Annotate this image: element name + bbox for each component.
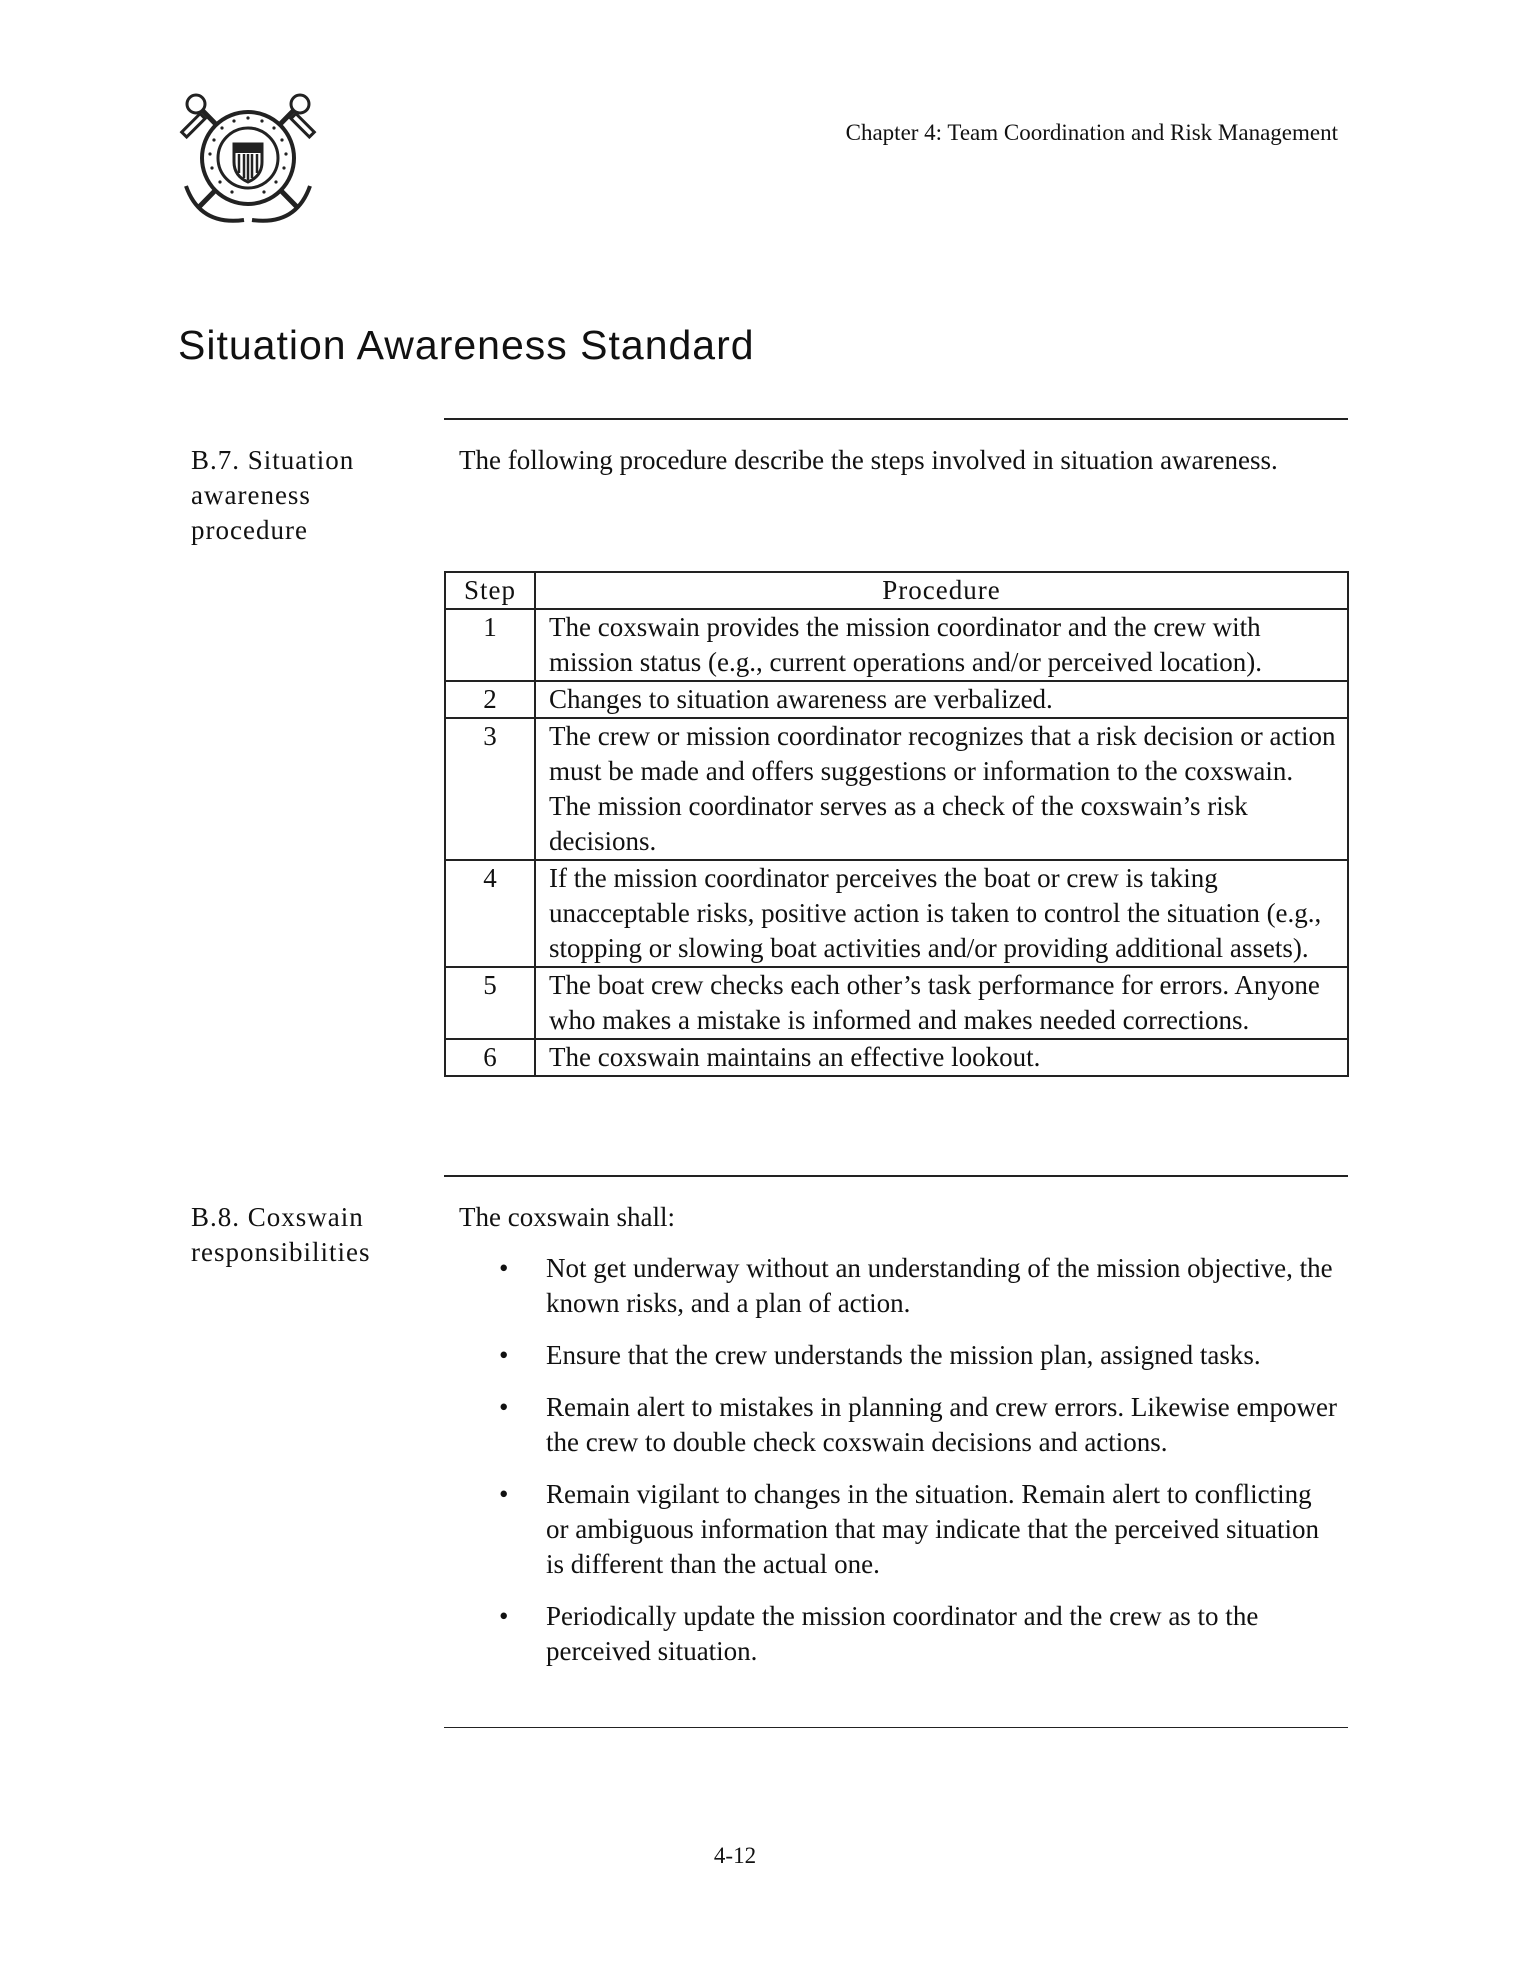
bullet-icon: • (499, 1601, 509, 1631)
table-cell-procedure: Changes to situation awareness are verbalized. (535, 681, 1348, 718)
table-cell-step: 6 (445, 1039, 535, 1076)
section-b7-label-line: awareness (191, 480, 311, 510)
list-item-text: Remain vigilant to changes in the situation. Remain alert to conflicting or ambiguous information that may indicate that the perceived situation is different than the actual one. (546, 1479, 1320, 1579)
section-b8-intro: The coxswain shall: (459, 1202, 675, 1232)
bullet-icon: • (499, 1253, 509, 1283)
section-b7-intro: The following procedure describe the steps involved in situation awareness. (459, 445, 1278, 475)
page-title: Situation Awareness Standard (178, 322, 755, 368)
table-header-row (445, 572, 1348, 609)
table-header-step: Step (445, 572, 535, 609)
list-item-text: Not get underway without an understanding of the mission objective, the known risks, and a plan of action. (546, 1253, 1333, 1318)
table-cell-step: 3 (445, 718, 535, 860)
section-b8-label (191, 1200, 391, 1270)
bullet-icon: • (499, 1479, 509, 1509)
table-cell-procedure: The boat crew checks each other’s task performance for errors. Anyone who makes a mistake is informed and makes needed corrections. (535, 967, 1348, 1039)
list-item-text: Ensure that the crew understands the mission plan, assigned tasks. (546, 1340, 1261, 1370)
table-cell-step: 4 (445, 860, 535, 967)
bullet-icon: • (499, 1340, 509, 1370)
chapter-header: Chapter 4: Team Coordination and Risk Management (845, 120, 1338, 145)
table-cell-procedure: If the mission coordinator perceives the boat or crew is taking unacceptable risks, positive action is taken to control the situation (e.g., stopping or slowing boat activities and/or providing additional assets). (535, 860, 1348, 967)
table-row (445, 1039, 1348, 1076)
section-divider (444, 1727, 1348, 1728)
list-item (459, 1390, 1339, 1460)
section-divider (444, 1175, 1348, 1177)
coast-guard-seal-icon (178, 88, 318, 228)
table-row (445, 609, 1348, 681)
section-b7-label (191, 443, 391, 548)
table-cell-step: 1 (445, 609, 535, 681)
bullet-icon: • (499, 1392, 509, 1422)
list-item-text: Remain alert to mistakes in planning and crew errors. Likewise empower the crew to double check coxswain decisions and actions. (546, 1392, 1338, 1457)
list-item (459, 1338, 1339, 1373)
table-cell-step: 5 (445, 967, 535, 1039)
coxswain-responsibilities-list (459, 1251, 1339, 1686)
table-cell-procedure: The crew or mission coordinator recognizes that a risk decision or action must be made and offers suggestions or information to the coxswain. The mission coordinator serves as a check of the coxswain’s risk decisions. (535, 718, 1348, 860)
table-row (445, 860, 1348, 967)
list-item (459, 1599, 1339, 1669)
table-row (445, 681, 1348, 718)
procedure-table (444, 571, 1349, 1077)
list-item (459, 1251, 1339, 1321)
page-number: 4-12 (713, 1843, 757, 1868)
section-b8-label-line: B.8. Coxswain (191, 1202, 364, 1232)
list-item (459, 1477, 1339, 1582)
table-header-procedure: Procedure (535, 572, 1348, 609)
table-cell-procedure: The coxswain provides the mission coordinator and the crew with mission status (e.g., current operations and/or perceived location). (535, 609, 1348, 681)
coast-guard-seal-logo (178, 88, 318, 228)
section-b8-label-line: responsibilities (191, 1237, 371, 1267)
table-row (445, 718, 1348, 860)
section-b7-label-line: B.7. Situation (191, 445, 355, 475)
section-divider (444, 418, 1348, 420)
section-b7-label-line: procedure (191, 515, 308, 545)
table-cell-procedure: The coxswain maintains an effective lookout. (535, 1039, 1348, 1076)
table-cell-step: 2 (445, 681, 535, 718)
table-row (445, 967, 1348, 1039)
list-item-text: Periodically update the mission coordinator and the crew as to the perceived situation. (546, 1601, 1259, 1666)
